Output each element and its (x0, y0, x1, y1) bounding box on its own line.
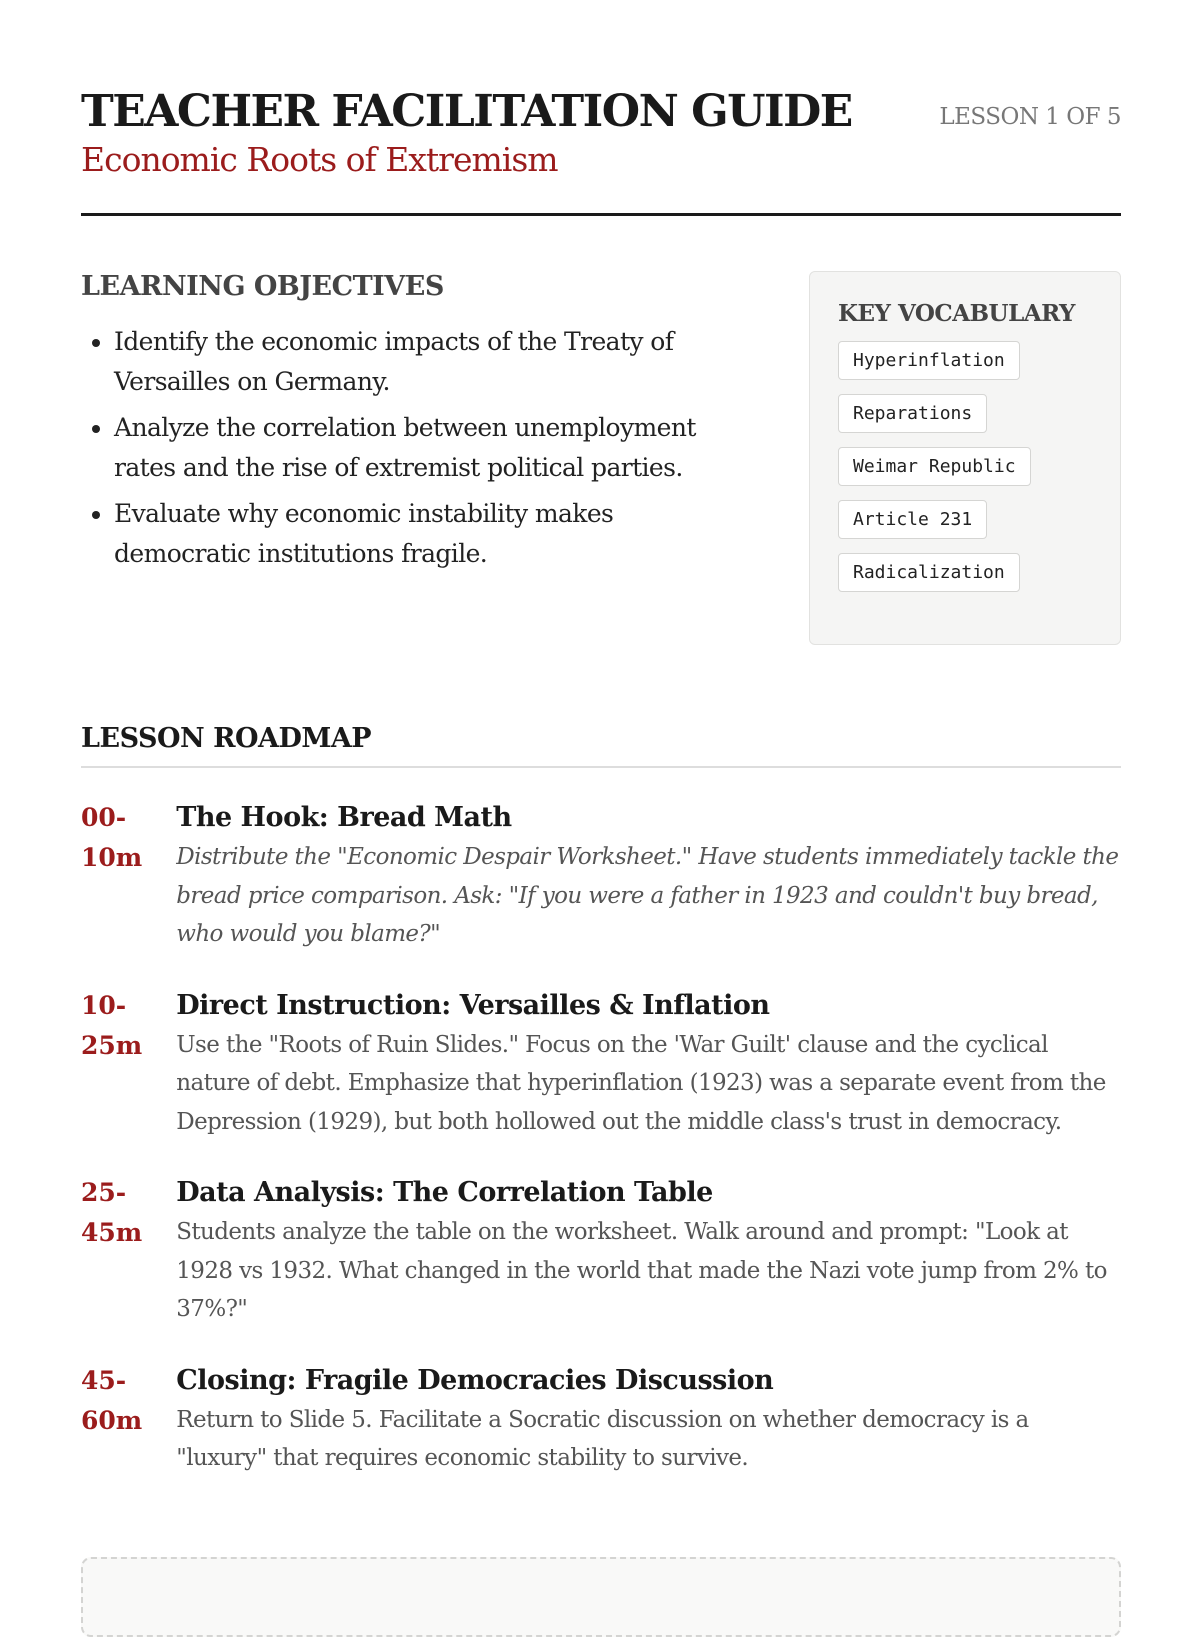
objectives-heading: LEARNING OBJECTIVES (81, 271, 444, 302)
page-title: TEACHER FACILITATION GUIDE (81, 86, 852, 137)
roadmap-time: 25-45m (81, 1178, 143, 1247)
roadmap-item (81, 1361, 1121, 1478)
vocab-tag: Hyperinflation (838, 341, 1020, 380)
objective-item: • Evaluate why economic instability makes democratic institutions fragile. (114, 494, 741, 574)
vocab-tag: Reparations (838, 394, 987, 433)
objective-item: • Identify the economic impacts of the Treaty of Versailles on Germany. (114, 322, 741, 402)
key-vocabulary-box (809, 271, 1121, 645)
facilitation-guide (81, 0, 1121, 1478)
roadmap-heading: LESSON ROADMAP (81, 723, 1121, 768)
lesson-roadmap (81, 723, 1121, 1478)
objectives-list (81, 322, 741, 574)
roadmap-description: Return to Slide 5. Facilitate a Socratic discussion on whether democracy is a "luxury" that requires economic stability to survive. (176, 1406, 1029, 1471)
roadmap-description: Use the "Roots of Ruin Slides." Focus on the 'War Guilt' clause and the cyclical nature of debt. Emphasize that hyperinflation (1923) was a separate event from the Depression (1929), but both hollowed out the middle class's trust in democracy. (176, 1031, 1106, 1135)
notes-box (81, 1557, 1121, 1637)
overview-section (81, 271, 1121, 645)
roadmap-description: Distribute the "Economic Despair Worksheet." Have students immediately tackle the bread price comparison. Ask: "If you were a father in 1923 and couldn't buy bread, who would you blame?" (176, 844, 1119, 947)
vocab-tag: Article 231 (838, 500, 987, 539)
roadmap-item (81, 1173, 1121, 1329)
roadmap-title: Data Analysis: The Correlation Table (176, 1177, 713, 1208)
vocabulary-heading: KEY VOCABULARY (838, 300, 1075, 327)
roadmap-time: 00-10m (81, 803, 143, 872)
roadmap-description: Students analyze the table on the worksheet. Walk around and prompt: "Look at 1928 vs 1932. What changed in the world that made the Nazi vote jump from 2% to 37%?" (176, 1219, 1107, 1322)
page-subtitle: Economic Roots of Extremism (81, 140, 558, 179)
roadmap-title: The Hook: Bread Math (176, 802, 512, 833)
page-header (81, 0, 1121, 216)
learning-objectives (81, 271, 741, 645)
roadmap-item (81, 798, 1121, 954)
roadmap-title: Direct Instruction: Versailles & Inflation (176, 989, 770, 1021)
vocab-tag: Weimar Republic (838, 447, 1031, 486)
objective-item: • Analyze the correlation between unemployment rates and the rise of extremist political parties. (114, 408, 741, 488)
roadmap-item (81, 986, 1121, 1142)
lesson-indicator: LESSON 1 OF 5 (939, 104, 1121, 130)
vocab-tag: Radicalization (838, 553, 1020, 592)
roadmap-title: Closing: Fragile Democracies Discussion (176, 1364, 774, 1396)
roadmap-time: 10-25m (81, 990, 143, 1060)
roadmap-time: 45-60m (81, 1365, 143, 1435)
